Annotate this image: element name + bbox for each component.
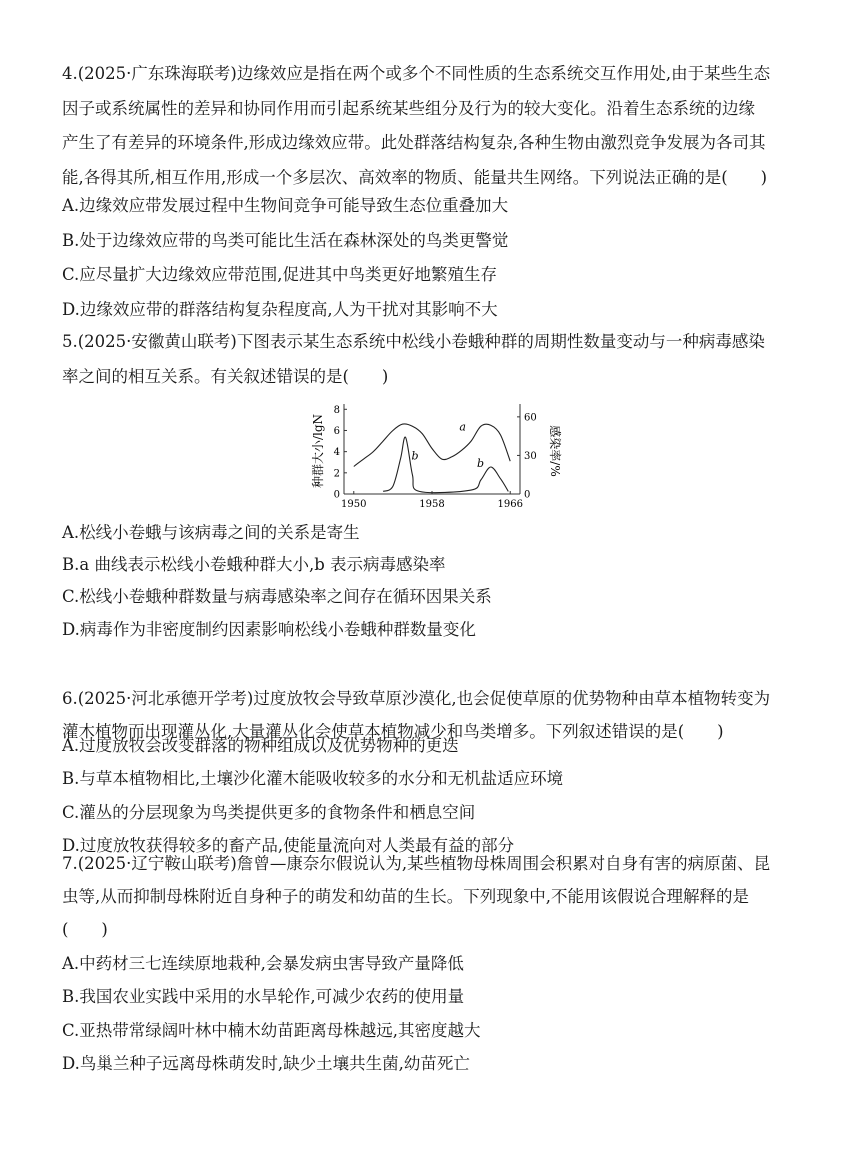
answer-option: B.与草本植物相比,土壤沙化灌木能吸收较多的水分和无机盐适应环境 [62,769,564,789]
answer-option: B.我国农业实践中采用的水旱轮作,可减少农药的使用量 [62,987,465,1007]
answer-option: C.亚热带常绿阔叶林中楠木幼苗距离母株越远,其密度越大 [62,1020,481,1040]
x-tick-label: 1958 [419,499,445,510]
y-left-tick-label: 6 [333,425,340,437]
question-stem-line: 率之间的相互关系。有关叙述错误的是( ) [62,366,389,386]
answer-option: A.松线小卷蛾与该病毒之间的关系是寄生 [62,523,360,542]
question-stem-line: 因子或系统属性的差异和协同作用而引起系统某些组分及行为的较大变化。沿着生态系统的边缘 [62,98,755,118]
series-label-a: a [459,420,466,434]
question-stem-line: 产生了有差异的环境条件,形成边缘效应带。此处群落结构复杂,各种生物由激烈竞争发展为各司其 [62,133,766,152]
question-stem-line: 虫等,从而抑制母株附近自身种子的萌发和幼苗的生长。下列现象中,不能用该假说合理解释的是 [62,887,749,906]
y-left-tick-label: 4 [333,447,340,459]
question-stem-line: ( ) [62,920,108,939]
answer-option: A.中药材三七连续原地栽种,会暴发病虫害导致产量降低 [62,954,464,973]
y-left-tick-label: 0 [333,489,340,501]
answer-option: C.松线小卷蛾种群数量与病毒感染率之间存在循环因果关系 [62,587,492,607]
question-stem-line: 灌木植物而出现灌丛化,大量灌丛化会使草本植物减少和鸟类增多。下列叙述错误的是( ) [62,722,724,741]
question-stem-line: 5.(2025·安徽黄山联考)下图表示某生态系统中松线小卷蛾种群的周期性数量变动与一种病毒感染 [62,332,765,351]
answer-option: B.a 曲线表示松线小卷蛾种群大小,b 表示病毒感染率 [62,555,446,575]
series-line-a [354,424,510,467]
answer-option: D.边缘效应带的群落结构复杂程度高,人为干扰对其影响不大 [62,299,498,319]
y-axis-label-left: 种群大小/lgN [311,413,325,489]
y-right-tick-label: 30 [524,450,537,462]
y-right-tick-label: 60 [524,412,537,424]
chart-series [354,420,510,492]
series-label-b: b [476,457,485,470]
y-right-tick-label: 0 [524,489,531,501]
question-stem-line: 6.(2025·河北承德开学考)过度放牧会导致草原沙漠化,也会促使草原的优势物种由草本植物转变为 [62,689,771,708]
x-tick-label: 1966 [497,499,523,510]
answer-option: A.过度放牧会改变群落的物种组成以及优势物种的更迭 [62,736,459,755]
question-stem-line: 4.(2025·广东珠海联考)边缘效应是指在两个或多个不同性质的生态系统交互作用处,由于某些生态 [62,64,771,83]
answer-option: B.处于边缘效应带的鸟类可能比生活在森林深处的鸟类更警觉 [62,230,509,250]
y-left-tick-label: 2 [333,468,340,480]
series-line-b [383,437,508,493]
question-stem-line: 7.(2025·辽宁鞍山联考)詹曾—康奈尔假说认为,某些植物母株周围会积累对自身有害的病原菌、昆 [62,854,771,873]
series-label-b: b [411,449,419,463]
population-infection-chart [308,396,562,514]
answer-option: D.鸟巢兰种子远离母株萌发时,缺少土壤共生菌,幼苗死亡 [62,1053,470,1073]
y-left-tick-label: 8 [333,404,340,416]
answer-option: C.应尽量扩大边缘效应带范围,促进其中鸟类更好地繁殖生存 [62,265,498,284]
answer-option: A.边缘效应带发展过程中生物间竞争可能导致生态位重叠加大 [62,196,509,215]
answer-option: D.过度放牧获得较多的畜产品,使能量流向对人类最有益的部分 [62,835,515,855]
answer-option: C.灌丛的分层现象为鸟类提供更多的食物条件和栖息空间 [62,802,476,822]
question-stem-line: 能,各得其所,相互作用,形成一个多层次、高效率的物质、能量共生网络。下列说法正确的是( ) [62,167,768,187]
x-tick-label: 1950 [341,499,367,510]
y-axis-label-right: 感染率/% [548,425,562,477]
answer-option: D.病毒作为非密度制约因素影响松线小卷蛾种群数量变化 [62,619,476,639]
